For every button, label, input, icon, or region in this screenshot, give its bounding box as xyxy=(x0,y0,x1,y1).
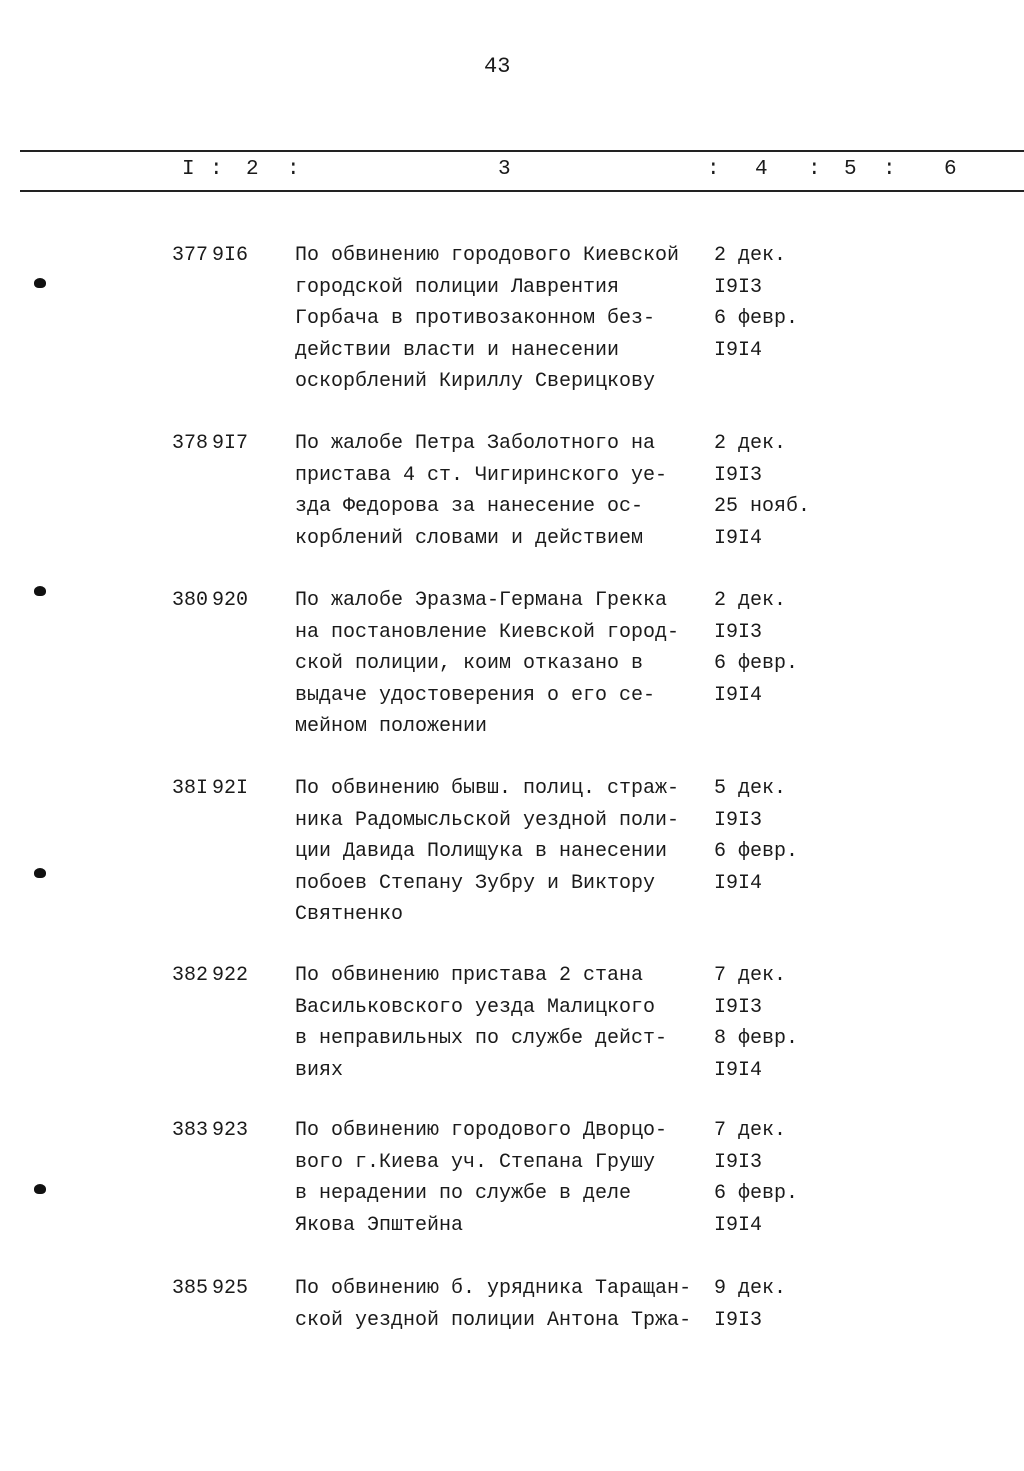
date-line: I9I3 xyxy=(714,1308,763,1332)
description-line: пристава 4 ст. Чигиринского уе- xyxy=(295,463,668,487)
description-line: ской уездной полиции Антона Тржа- xyxy=(295,1308,692,1332)
entry-number: 380 xyxy=(171,589,208,612)
description-line: По обвинению городового Киевской xyxy=(295,244,680,267)
description-line: Якова Эпштейна xyxy=(295,1213,464,1237)
date-line: 2 дек. xyxy=(714,244,787,267)
description-line: виях xyxy=(295,1058,344,1082)
header-col-6: 6 xyxy=(944,158,957,181)
date-line: I9I3 xyxy=(714,808,763,832)
description-line: зда Федорова за нанесение ос- xyxy=(295,495,644,518)
date-line: 6 февр. xyxy=(714,1182,799,1205)
description-line: Горбача в противозаконном без- xyxy=(295,307,656,330)
description-line: По жалобе Эразма-Германа Грекка xyxy=(295,589,668,612)
entry-number: 383 xyxy=(171,1119,208,1142)
date-line: I9I3 xyxy=(714,1150,763,1174)
description-line: побоев Степану Зубру и Виктору xyxy=(295,871,656,895)
header-sep: : xyxy=(287,158,300,181)
entry-number: 38I xyxy=(171,777,208,800)
description-line: мейном положении xyxy=(295,715,488,738)
entry-description xyxy=(295,1273,715,1336)
date-line: I9I4 xyxy=(714,1213,763,1237)
entry-file-code: 92I xyxy=(212,777,249,800)
entry-dates xyxy=(714,585,824,711)
date-line: 7 дек. xyxy=(714,1119,787,1142)
date-line: I9I4 xyxy=(714,526,763,550)
header-sep: : xyxy=(210,158,223,181)
entry-file-code: 925 xyxy=(212,1277,249,1300)
date-line: 25 нояб. xyxy=(714,495,811,518)
header-col-2: 2 xyxy=(246,158,259,181)
entry-file-code: 920 xyxy=(212,589,249,612)
date-line: 2 дек. xyxy=(714,589,787,612)
date-line: 6 февр. xyxy=(714,307,799,330)
description-line: выдаче удостоверения о его се- xyxy=(295,683,656,707)
entry-file-code: 923 xyxy=(212,1119,249,1142)
date-line: I9I4 xyxy=(714,871,763,895)
description-line: По обвинению пристава 2 стана xyxy=(295,964,644,987)
entry-file-code: 9I6 xyxy=(212,244,249,267)
description-line: в нерадении по службе в деле xyxy=(295,1182,632,1205)
entry-description xyxy=(295,773,715,931)
description-line: ника Радомысльской уездной поли- xyxy=(295,808,680,832)
date-line: I9I4 xyxy=(714,338,763,362)
description-line: ции Давида Полищука в нанесении xyxy=(295,840,668,863)
entry-dates xyxy=(714,1115,824,1241)
entry-dates xyxy=(714,240,824,366)
description-line: Святненко xyxy=(295,903,404,926)
header-col-5: 5 xyxy=(844,158,857,181)
description-line: на постановление Киевской город- xyxy=(295,620,680,644)
entry-number: 377 xyxy=(171,244,208,267)
entry-dates xyxy=(714,1273,824,1336)
header-sep: : xyxy=(883,158,896,181)
header-top-rule xyxy=(20,150,1024,152)
entry-number: 385 xyxy=(171,1277,208,1300)
punch-hole-mark xyxy=(34,868,46,878)
date-line: I9I4 xyxy=(714,683,763,707)
description-line: действии власти и нанесении xyxy=(295,338,620,362)
date-line: 6 февр. xyxy=(714,840,799,863)
description-line: в неправильных по службе дейст- xyxy=(295,1027,668,1050)
entry-number: 382 xyxy=(171,964,208,987)
date-line: I9I3 xyxy=(714,620,763,644)
description-line: корблений словами и действием xyxy=(295,526,644,550)
description-line: Васильковского уезда Малицкого xyxy=(295,995,656,1019)
date-line: I9I4 xyxy=(714,1058,763,1082)
entry-dates xyxy=(714,773,824,899)
description-line: ской полиции, коим отказано в xyxy=(295,652,644,675)
date-line: 5 дек. xyxy=(714,777,787,800)
description-line: вого г.Киева уч. Степана Грушу xyxy=(295,1150,656,1174)
description-line: По обвинению городового Дворцо- xyxy=(295,1119,668,1142)
entry-description xyxy=(295,240,715,398)
date-line: I9I3 xyxy=(714,995,763,1019)
date-line: 2 дек. xyxy=(714,432,787,455)
date-line: 8 февр. xyxy=(714,1027,799,1050)
description-line: По обвинению б. урядника Таращан- xyxy=(295,1277,692,1300)
punch-hole-mark xyxy=(34,1184,46,1194)
entry-description xyxy=(295,428,715,554)
entry-number: 378 xyxy=(171,432,208,455)
date-line: 9 дек. xyxy=(714,1277,787,1300)
date-line: I9I3 xyxy=(714,275,763,299)
entry-description xyxy=(295,585,715,743)
date-line: 7 дек. xyxy=(714,964,787,987)
entry-file-code: 922 xyxy=(212,964,249,987)
description-line: городской полиции Лаврентия xyxy=(295,275,620,299)
entry-file-code: 9I7 xyxy=(212,432,249,455)
header-col-3: 3 xyxy=(498,158,511,181)
entry-description xyxy=(295,1115,715,1241)
date-line: I9I3 xyxy=(714,463,763,487)
header-bottom-rule xyxy=(20,190,1024,192)
entry-dates xyxy=(714,960,824,1086)
header-col-4: 4 xyxy=(755,158,768,181)
date-line: 6 февр. xyxy=(714,652,799,675)
description-line: оскорблений Кириллу Сверицкову xyxy=(295,370,656,393)
header-col-1: I xyxy=(182,158,195,181)
header-sep: : xyxy=(808,158,821,181)
punch-hole-mark xyxy=(34,278,46,288)
punch-hole-mark xyxy=(34,586,46,596)
description-line: По обвинению бывш. полиц. страж- xyxy=(295,777,680,800)
entry-dates xyxy=(714,428,824,554)
header-sep: : xyxy=(707,158,720,181)
description-line: По жалобе Петра Заболотного на xyxy=(295,432,656,455)
entry-description xyxy=(295,960,715,1086)
page-number: 43 xyxy=(484,54,511,79)
